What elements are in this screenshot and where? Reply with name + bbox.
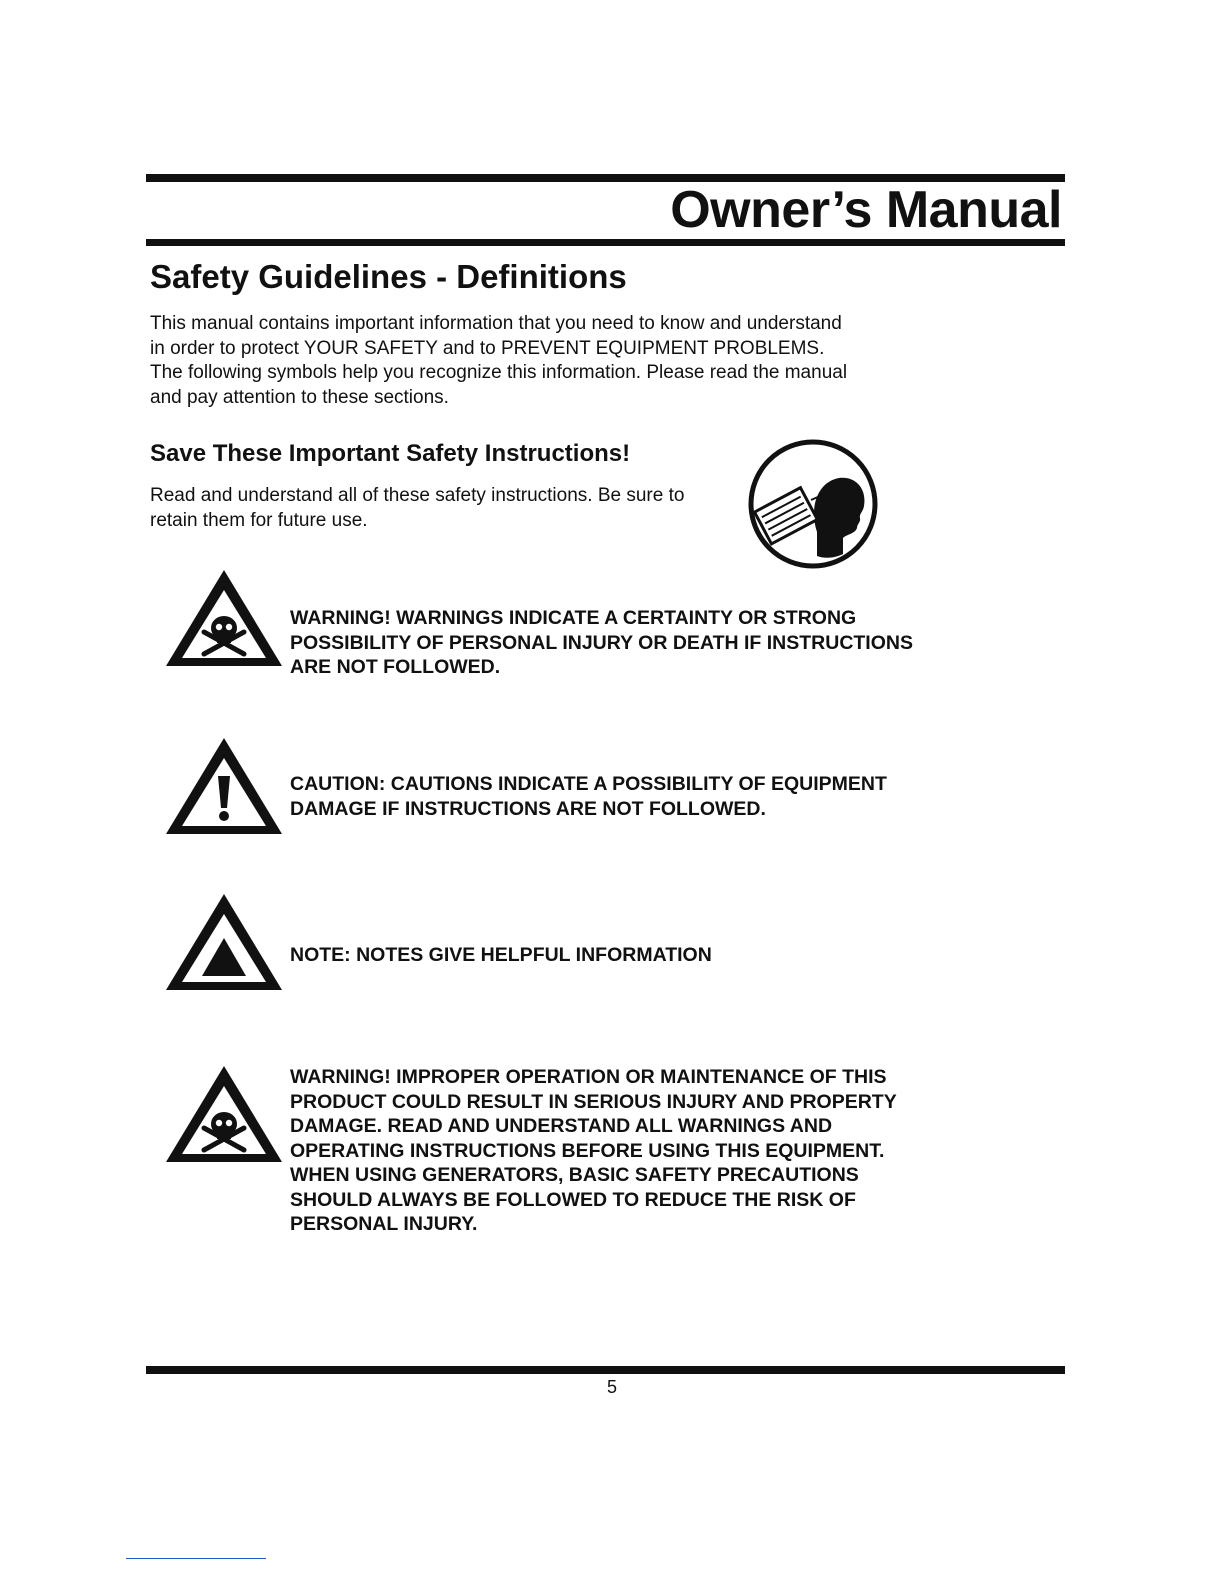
note-triangle-icon xyxy=(164,892,284,992)
skull-crossbones-warning-icon xyxy=(164,1064,284,1164)
caution-notice-text: CAUTION: CAUTIONS INDICATE A POSSIBILITY OF EQUIPMENT DAMAGE IF INSTRUCTIONS ARE NOT FOLLOWED. xyxy=(290,773,887,820)
section-title: Safety Guidelines - Definitions xyxy=(150,258,627,295)
exclamation-caution-icon xyxy=(164,736,284,836)
manual-title: Owner’s Manual xyxy=(670,181,1062,239)
intro-paragraph: This manual contains important information that you need to know and understand in order to protect YOUR SAFETY and to PREVENT EQUIPMENT PROBLEMS. The following symbols help you recognize this information. Please read the manual and pay attention to these sections. xyxy=(150,313,848,408)
header-rule-bottom xyxy=(146,239,1065,246)
footer-divider xyxy=(126,1558,266,1559)
save-instructions-text: Read and understand all of these safety instructions. Be sure to retain them for future use. xyxy=(150,485,685,531)
warning-notice-text: WARNING! WARNINGS INDICATE A CERTAINTY OR STRONG POSSIBILITY OF PERSONAL INJURY OR DEATH IF INSTRUCTIONS ARE NOT FOLLOWED. xyxy=(290,607,913,678)
read-manual-icon xyxy=(747,438,879,570)
save-instructions-heading: Save These Important Safety Instructions! xyxy=(150,440,631,467)
improper-operation-warning-text: WARNING! IMPROPER OPERATION OR MAINTENANCE OF THIS PRODUCT COULD RESULT IN SERIOUS INJURY AND PROPERTY DAMAGE. READ AND UNDERSTAND ALL WARNINGS AND OPERATING INSTRUCTIONS BEFORE USING THIS EQUIPMENT. WHEN USING GENERATORS, BASIC SAFETY PRECAUTIONS SHOULD ALWAYS BE FOLLOWED TO REDUCE THE RISK OF PERSONAL INJURY. xyxy=(290,1066,897,1235)
note-notice-text: NOTE: NOTES GIVE HELPFUL INFORMATION xyxy=(290,944,712,966)
skull-crossbones-warning-icon xyxy=(164,568,284,668)
page-number: 5 xyxy=(606,1377,617,1397)
footer-rule xyxy=(146,1366,1065,1374)
